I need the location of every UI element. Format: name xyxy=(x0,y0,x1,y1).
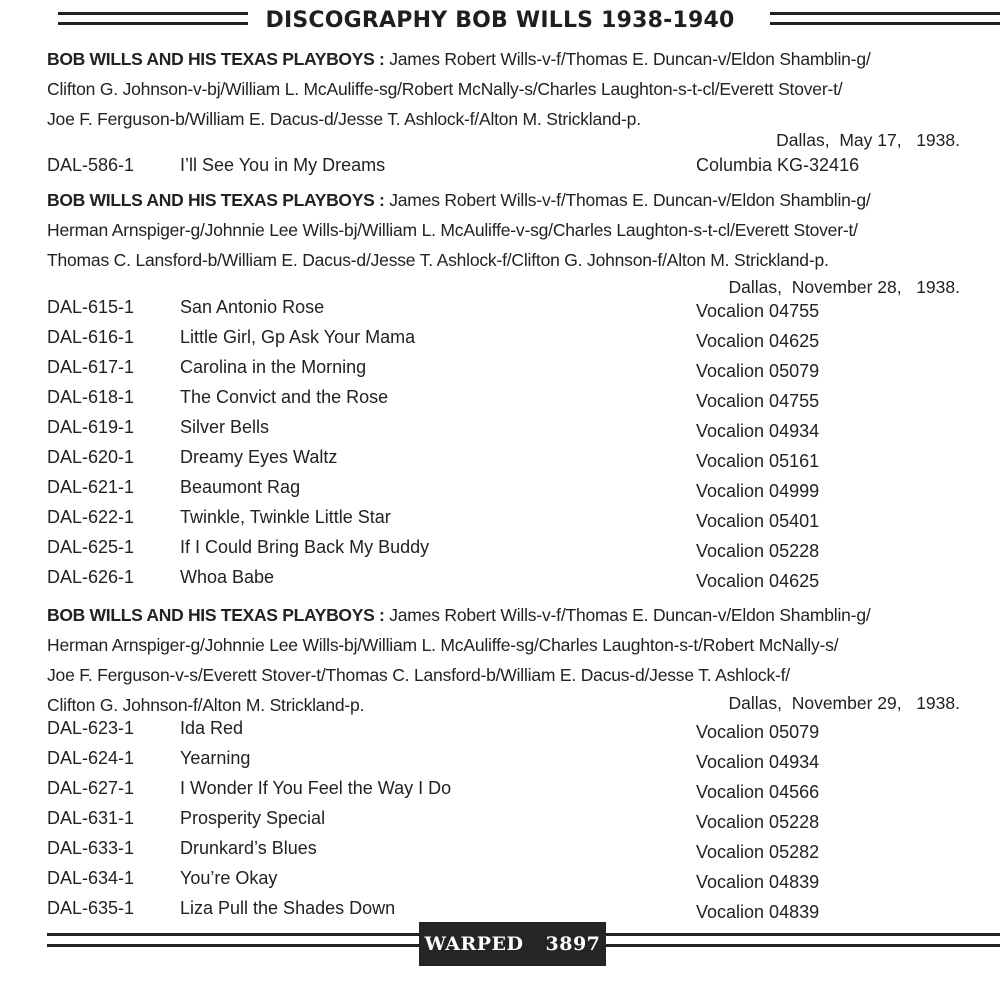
record-label: Vocalion 04755 xyxy=(696,391,820,411)
track-row xyxy=(0,838,1000,868)
record-label: Vocalion 05161 xyxy=(696,451,820,471)
track-row xyxy=(0,447,1000,477)
track-title: Prosperity Special xyxy=(180,808,326,828)
track-title: Ida Red xyxy=(180,718,244,738)
record-label: Vocalion 04999 xyxy=(696,481,820,501)
band-name: BOB WILLS AND HIS TEXAS PLAYBOYS : xyxy=(47,49,385,69)
track-row xyxy=(0,567,1000,597)
track-row xyxy=(0,297,1000,327)
footer-rule-left-bottom xyxy=(47,944,419,947)
track-row xyxy=(0,507,1000,537)
matrix-number: DAL-621-1 xyxy=(47,477,135,497)
personnel-line: Herman Arnspiger-g/Johnnie Lee Wills-bj/William L. McAuliffe-v-sg/Charles Laughton-s-t-cl/Everett Stover-t/ xyxy=(47,220,858,240)
personnel-line: BOB WILLS AND HIS TEXAS PLAYBOYS : James Robert Wills-v-f/Thomas E. Duncan-v/Eldon Shamblin-g/ xyxy=(47,190,871,210)
band-name: BOB WILLS AND HIS TEXAS PLAYBOYS : xyxy=(47,190,385,210)
track-title: If I Could Bring Back My Buddy xyxy=(180,537,430,557)
track-row xyxy=(0,748,1000,778)
track-row xyxy=(0,327,1000,357)
track-row xyxy=(0,477,1000,507)
track-row xyxy=(0,808,1000,838)
footer-rule-right-top xyxy=(606,933,1000,936)
record-label: Vocalion 04566 xyxy=(696,782,820,802)
record-label: Vocalion 05282 xyxy=(696,842,820,862)
track-title: Dreamy Eyes Waltz xyxy=(180,447,338,467)
page-title: DISCOGRAPHY BOB WILLS 1938-1940 xyxy=(265,8,735,33)
record-label: Vocalion 05079 xyxy=(696,722,820,742)
matrix-number: DAL-617-1 xyxy=(47,357,135,377)
record-label: Vocalion 04934 xyxy=(696,752,820,772)
track-row xyxy=(0,778,1000,808)
record-label: Vocalion 04625 xyxy=(696,331,820,351)
track-title: Little Girl, Gp Ask Your Mama xyxy=(180,327,416,347)
matrix-number: DAL-616-1 xyxy=(47,327,135,347)
personnel-line: BOB WILLS AND HIS TEXAS PLAYBOYS : James Robert Wills-v-f/Thomas E. Duncan-v/Eldon Shamblin-g/ xyxy=(47,605,871,625)
footer-rule-left-top xyxy=(47,933,419,936)
matrix-number: DAL-624-1 xyxy=(47,748,135,768)
record-label: Vocalion 05228 xyxy=(696,812,820,832)
personnel-line: Herman Arnspiger-g/Johnnie Lee Wills-bj/William L. McAuliffe-sg/Charles Laughton-s-t/Robert McNally-s/ xyxy=(47,635,839,655)
track-title: Liza Pull the Shades Down xyxy=(180,898,396,918)
track-row xyxy=(0,155,1000,185)
matrix-number: DAL-619-1 xyxy=(47,417,135,437)
personnel-line: Thomas C. Lansford-b/William E. Dacus-d/Jesse T. Ashlock-f/Clifton G. Johnson-f/Alton M. Strickland-p. xyxy=(47,250,829,270)
matrix-number: DAL-633-1 xyxy=(47,838,135,858)
track-title: Silver Bells xyxy=(180,417,270,437)
catalog-badge xyxy=(419,922,606,966)
personnel-line: Joe F. Ferguson-v-s/Everett Stover-t/Thomas C. Lansford-b/William E. Dacus-d/Jesse T. Ashlock-f/ xyxy=(47,665,790,685)
track-title: I’ll See You in My Dreams xyxy=(180,155,386,175)
track-title: Drunkard’s Blues xyxy=(180,838,317,858)
record-label: Columbia KG-32416 xyxy=(696,155,860,175)
track-title: You’re Okay xyxy=(180,868,278,888)
record-label: Vocalion 04755 xyxy=(696,301,820,321)
matrix-number: DAL-635-1 xyxy=(47,898,135,918)
footer-rule-right-bottom xyxy=(606,944,1000,947)
track-row xyxy=(0,868,1000,898)
matrix-number: DAL-622-1 xyxy=(47,507,135,527)
track-row xyxy=(0,387,1000,417)
track-title: The Convict and the Rose xyxy=(180,387,389,407)
matrix-number: DAL-627-1 xyxy=(47,778,135,798)
record-label: Vocalion 04839 xyxy=(696,902,820,922)
session-2-personnel xyxy=(47,185,977,275)
matrix-number: DAL-625-1 xyxy=(47,537,135,557)
record-label: Vocalion 04934 xyxy=(696,421,820,441)
track-title: Twinkle, Twinkle Little Star xyxy=(180,507,391,527)
track-title: Carolina in the Morning xyxy=(180,357,367,377)
matrix-number: DAL-626-1 xyxy=(47,567,135,587)
session-3-location: Dallas, November 29, 1938. xyxy=(728,693,960,713)
record-label: Vocalion 04839 xyxy=(696,872,820,892)
matrix-number: DAL-623-1 xyxy=(47,718,135,738)
session-2-location: Dallas, November 28, 1938. xyxy=(728,277,960,297)
session-1-personnel xyxy=(47,44,977,134)
record-label: Vocalion 05079 xyxy=(696,361,820,381)
record-label: Vocalion 05401 xyxy=(696,511,820,531)
matrix-number: DAL-631-1 xyxy=(47,808,135,828)
personnel-line: Joe F. Ferguson-b/William E. Dacus-d/Jesse T. Ashlock-f/Alton M. Strickland-p. xyxy=(47,109,641,129)
track-title: Whoa Babe xyxy=(180,567,275,587)
track-row xyxy=(0,718,1000,748)
track-row xyxy=(0,417,1000,447)
band-name: BOB WILLS AND HIS TEXAS PLAYBOYS : xyxy=(47,605,385,625)
personnel-line: Clifton G. Johnson-v-bj/William L. McAuliffe-sg/Robert McNally-s/Charles Laughton-s-t-cl/Everett Stover-t/ xyxy=(47,79,843,99)
catalog-number: 3897 xyxy=(545,933,601,955)
matrix-number: DAL-618-1 xyxy=(47,387,135,407)
record-label: Vocalion 04625 xyxy=(696,571,820,591)
track-title: Beaumont Rag xyxy=(180,477,301,497)
track-title: San Antonio Rose xyxy=(180,297,325,317)
matrix-number: DAL-586-1 xyxy=(47,155,135,175)
session-1-location: Dallas, May 17, 1938. xyxy=(776,130,960,150)
track-title: Yearning xyxy=(180,748,251,768)
matrix-number: DAL-615-1 xyxy=(47,297,135,317)
matrix-number: DAL-620-1 xyxy=(47,447,135,467)
personnel-line: Clifton G. Johnson-f/Alton M. Strickland-p. xyxy=(47,695,365,715)
track-row xyxy=(0,537,1000,567)
personnel-line: BOB WILLS AND HIS TEXAS PLAYBOYS : James Robert Wills-v-f/Thomas E. Duncan-v/Eldon Shamblin-g/ xyxy=(47,49,871,69)
catalog-label: WARPED xyxy=(424,933,524,955)
track-row xyxy=(0,357,1000,387)
track-title: I Wonder If You Feel the Way I Do xyxy=(180,778,452,798)
record-label: Vocalion 05228 xyxy=(696,541,820,561)
matrix-number: DAL-634-1 xyxy=(47,868,135,888)
